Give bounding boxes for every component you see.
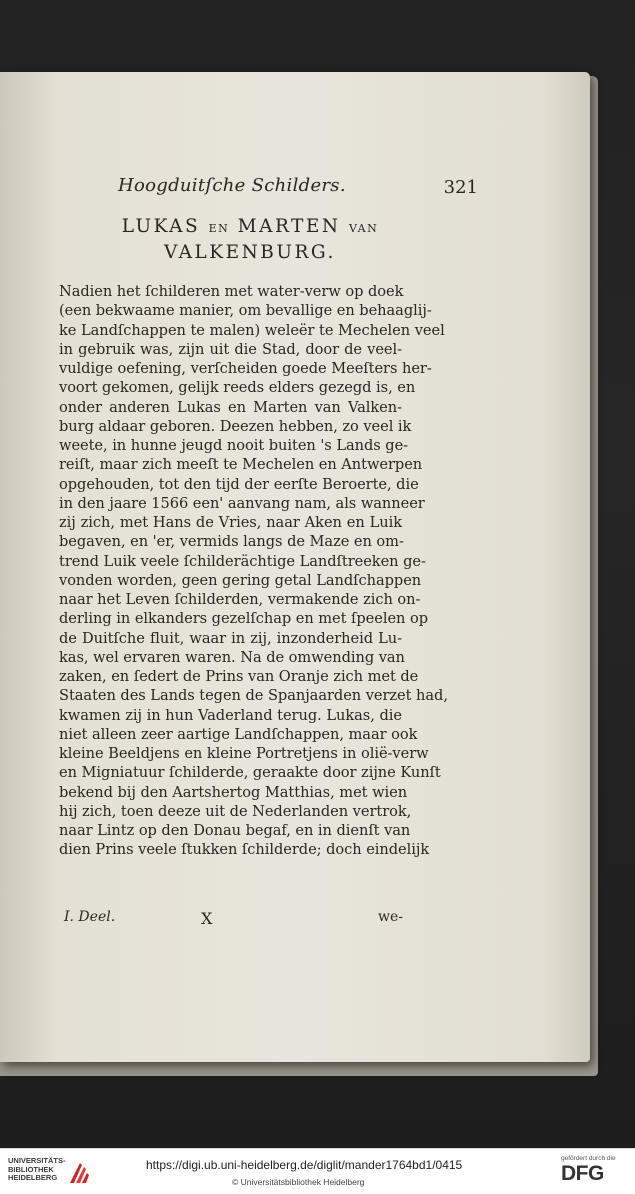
volume-mark: I. Deel. (64, 909, 116, 925)
library-logo[interactable]: UNIVERSITÄTS- BIBLIOTHEK HEIDELBERG (8, 1157, 92, 1189)
text-line: kleine Beeldjens en kleine Portretjens in olië-verw (59, 745, 429, 762)
page-footer (58, 909, 403, 931)
text-line: kwamen zij in hun Vaderland terug. Lukas, die (59, 706, 402, 724)
text-line: opgehouden, tot den tijd der eerſte Beroerte, die (59, 475, 419, 493)
title-line-2: VALKENBURG. (164, 242, 336, 263)
chapter-title (60, 215, 440, 265)
copyright-notice: © Universitätsbibliothek Heidelberg (232, 1177, 365, 1187)
text-line: in gebruik was, zijn uit die Stad, door de veel- (59, 340, 402, 358)
text-line: vonden worden, geen gering getal Landſchappen (59, 571, 422, 589)
book-page (0, 72, 590, 1062)
text-line: de Duitſche fluit, waar in zij, inzonderheid Lu- (59, 629, 402, 647)
text-line: Nadien het ſchilderen met water-verw op doek (59, 283, 404, 300)
body-text (59, 282, 448, 860)
text-line: en Migniatuur ſchilderde, geraakte door zijne Kunſt (59, 764, 441, 782)
text-line: ke Landſchappen te malen) weleër te Mechelen veel (59, 321, 445, 339)
text-line: kas, wel ervaren waren. Na de omwending van (59, 648, 405, 666)
signature-mark: X (201, 909, 213, 928)
text-line: hij zich, toen deeze uit de Nederlanden vertrok, (59, 802, 412, 820)
title-line-1: LUKAS EN MARTEN VAN (121, 216, 379, 237)
text-line: derling in elkanders gezelſchap en met ſpeelen op (59, 610, 429, 628)
catchword: we- (378, 909, 403, 925)
text-line: Staaten des Lands tegen de Spanjaarden verzet had, (59, 687, 448, 705)
permalink-url[interactable]: https://digi.ub.uni-heidelberg.de/diglit/mander1764bd1/0415 (146, 1158, 463, 1172)
dfg-logo[interactable]: gefördert durch die DFG (561, 1155, 616, 1185)
text-line: zaken, en ſedert de Prins van Oranje zich met de (59, 668, 419, 685)
text-line: vuldige oefening, verſcheiden goede Meeſters her- (59, 360, 432, 377)
running-head: Hoogduitſche Schilders. (118, 175, 346, 196)
text-line: zij zich, met Hans de Vries, naar Aken en Luik (59, 514, 402, 531)
text-line: reiſt, maar zich meeſt te Mechelen en Antwerpen (59, 456, 423, 474)
text-line: (een bekwaame manier, om bevallige en behaaglij- (59, 302, 432, 320)
text-line: niet alleen zeer aartige Landſchappen, maar ook (59, 725, 418, 743)
text-line: dien Prins veele ſtukken ſchilderde; doch eindelijk (59, 841, 430, 859)
text-line: weete, in hunne jeugd nooit buiten 's Lands ge- (59, 437, 409, 454)
page-number: 321 (443, 177, 478, 198)
text-line: in den jaare 1566 een' aanvang nam, als wanneer (59, 494, 425, 512)
text-line: onder anderen Lukas en Marten van Valken- (59, 398, 402, 416)
text-line: bekend bij den Aartshertog Matthias, met wien (59, 783, 408, 801)
text-line: naar Lintz op den Donau begaf, en in dienſt van (59, 822, 411, 839)
library-emblem-icon (67, 1160, 91, 1186)
text-line: begaven, en 'er, vermids langs de Maze en om- (59, 533, 404, 551)
text-line: naar het Leven ſchilderden, vermakende zich on- (59, 591, 421, 608)
text-line: voort gekomen, gelijk reeds elders gezegd is, en (59, 379, 416, 397)
text-line: burg aldaar geboren. Deezen hebben, zo veel ik (59, 417, 412, 435)
text-line: trend Luik veele ſchilderächtige Landſtreeken ge- (59, 552, 426, 570)
viewer-footer (0, 1148, 635, 1194)
